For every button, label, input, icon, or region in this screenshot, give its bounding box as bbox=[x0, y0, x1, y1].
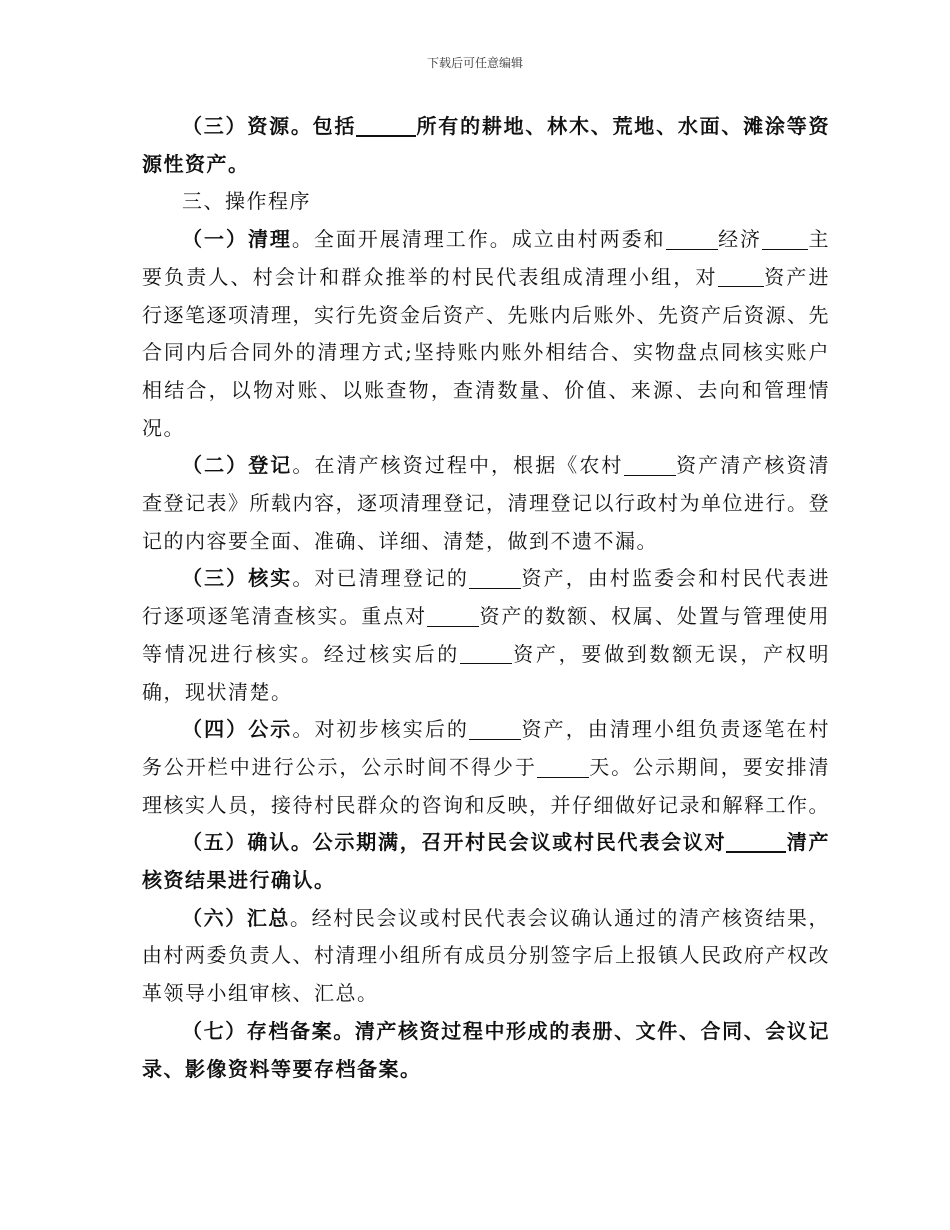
blank-line bbox=[469, 568, 521, 589]
paragraph-text: 天。公示期间，要安排清理核实人员，接待村民群众的咨询和反映，并仔细做好记录和解释工作。 bbox=[142, 754, 831, 817]
paragraph-text: 。全面开展清理工作。成立由村两委和 bbox=[291, 227, 666, 252]
blank-line bbox=[666, 229, 718, 250]
paragraph-text: 。经村民会议或村民代表会议确认通过的清产核资结果，由村两委负责人、村清理小组所有成员分别签字后上报镇人民政府产权改革领导小组审核、汇总。 bbox=[142, 905, 831, 1006]
paragraph-clearing bbox=[142, 221, 830, 447]
paragraph-text: 资产的数额、权属、处置与管理使用等情况进行核实。经过核实后的 bbox=[142, 604, 831, 666]
paragraph-heading: （四）公示 bbox=[182, 717, 293, 742]
paragraph-text: 资产，由村监委会和村民代表进行逐项逐笔清查核实。重点对 bbox=[142, 566, 831, 629]
section-heading: 三、操作程序 bbox=[182, 189, 311, 214]
paragraph-resources bbox=[142, 108, 830, 183]
blank-line bbox=[624, 455, 676, 476]
paragraph-text: 。对已清理登记的 bbox=[292, 566, 469, 591]
paragraph-text: （五）确认。公示期满，召开村民会议或村民代表会议对 bbox=[182, 830, 727, 855]
paragraph-text: 经济 bbox=[717, 227, 763, 252]
paragraph-confirmation bbox=[142, 824, 830, 899]
paragraph-heading: （一）清理 bbox=[182, 227, 292, 252]
paragraph-text: 主要负责人、村会计和群众推举的村民代表组成清理小组，对 bbox=[142, 227, 831, 289]
paragraph-text: 所有的耕地、林木、荒地、水面、滩涂等资源性资产。 bbox=[142, 114, 831, 176]
blank-line bbox=[762, 229, 808, 250]
paragraph-summary bbox=[142, 900, 830, 1013]
paragraph-text: 清产核资结果进行确认。 bbox=[142, 830, 831, 893]
paragraph-text: 。对初步核实后的 bbox=[292, 717, 469, 742]
blank-line bbox=[469, 719, 521, 740]
paragraph-publicity bbox=[142, 711, 830, 824]
paragraph-heading: （三）核实 bbox=[182, 566, 293, 591]
blank-line bbox=[427, 606, 479, 627]
paragraph-text: 资产，要做到数额无误，产权明确，现状清楚。 bbox=[142, 641, 830, 704]
paragraph-text: 资产清产核资清查登记表》所载内容，逐项清理登记，清理登记以行政村为单位进行。登记的内容要全面、准确、详细、清楚，做到不遗不漏。 bbox=[142, 453, 831, 553]
paragraph-verification bbox=[142, 560, 830, 711]
blank-line bbox=[356, 115, 416, 137]
blank-line bbox=[718, 266, 764, 287]
page-header: 下载后可任意编辑 bbox=[426, 56, 523, 70]
paragraph-text: 资产，由清理小组负责逐笔在村务公开栏中进行公示，公示时间不得少于 bbox=[142, 717, 831, 779]
blank-line bbox=[460, 643, 512, 664]
blank-line bbox=[726, 831, 786, 853]
paragraph-heading: （二）登记 bbox=[182, 453, 293, 478]
paragraph-archiving: （七）存档备案。清产核资过程中形成的表册、文件、合同、会议记录、影像资料等要存档备案。 bbox=[142, 1018, 830, 1081]
paragraph-heading: （六）汇总 bbox=[182, 905, 291, 930]
paragraph-registration bbox=[142, 447, 830, 560]
blank-line bbox=[537, 757, 589, 778]
document-body bbox=[142, 108, 830, 1088]
paragraph-text: （三）资源。包括 bbox=[182, 114, 357, 138]
paragraph-text: 。在清产核资过程中，根据《农村 bbox=[292, 453, 624, 478]
paragraph-text: 资产进行逐笔逐项清理，实行先资金后资产、先账内后账外、先资产后资源、先合同内后合同外的清理方式;坚持账内账外相结合、实物盘点同核实账户相结合，以物对账、以账查物，查清数量、价值、来源、去向和管理情况。 bbox=[142, 264, 831, 440]
